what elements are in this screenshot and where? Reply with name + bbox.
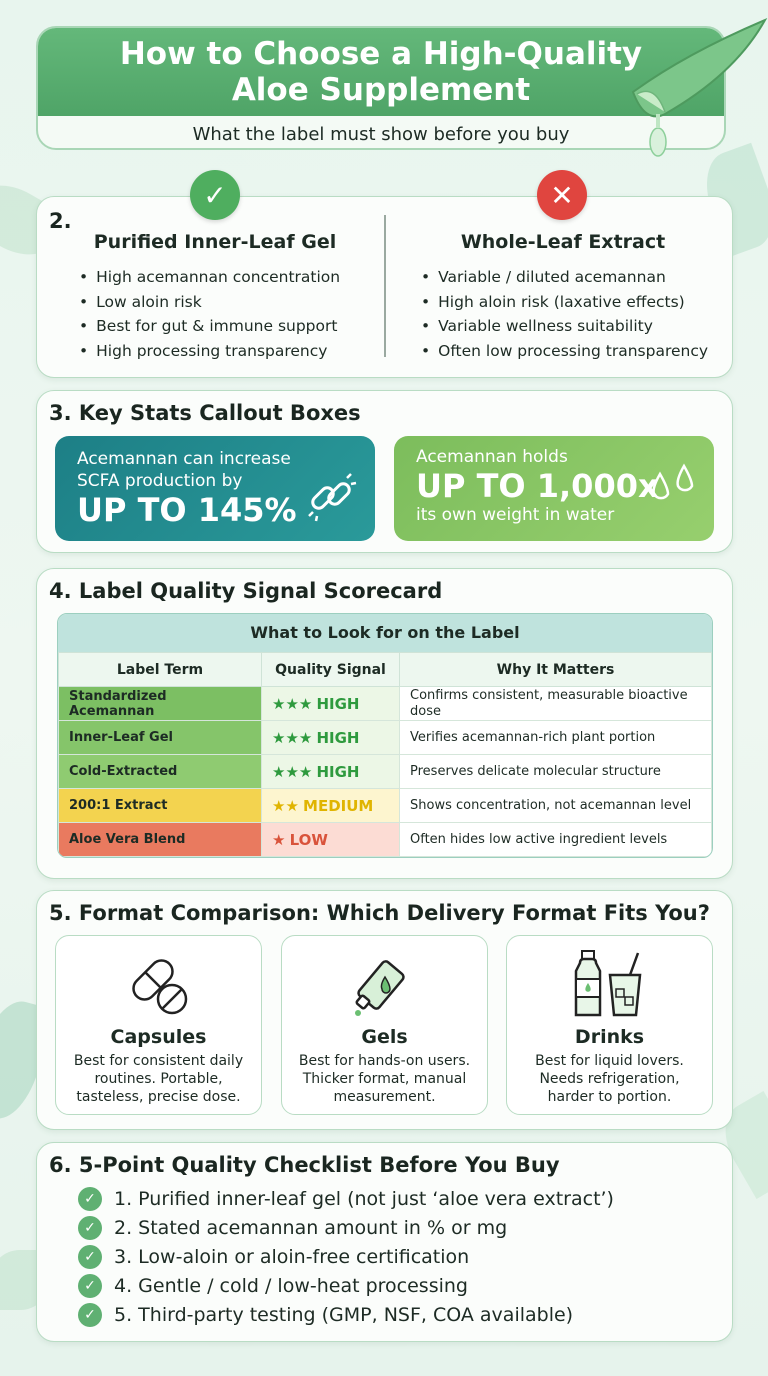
signal-label: HIGH xyxy=(316,728,360,747)
checklist-text: 1. Purified inner-leaf gel (not just ‘aloe vera extract’) xyxy=(114,1188,614,1210)
stat-value: UP TO 1,000x xyxy=(416,467,659,505)
format-description: Best for consistent daily routines. Portable, tasteless, precise dose. xyxy=(73,1053,244,1105)
table-title: What to Look for on the Label xyxy=(58,614,712,652)
format-name: Drinks xyxy=(574,1026,645,1048)
checkmark-icon: ✓ xyxy=(78,1303,102,1327)
quality-signal xyxy=(262,755,400,789)
section-title: 6. 5-Point Quality Checklist Before You Buy xyxy=(49,1153,560,1177)
checklist-item xyxy=(78,1245,469,1269)
signal-label: HIGH xyxy=(316,762,360,781)
checklist-item xyxy=(78,1303,573,1327)
format-description: Best for liquid lovers. Needs refrigeration, harder to portion. xyxy=(535,1053,684,1105)
checklist-item xyxy=(78,1216,507,1240)
stat-text: its own weight in water xyxy=(416,505,615,525)
checklist-text: 2. Stated acemannan amount in % or mg xyxy=(114,1217,508,1239)
signal-label: HIGH xyxy=(316,694,360,713)
comparison-card xyxy=(36,196,733,378)
page-subtitle: What the label must show before you buy xyxy=(192,124,570,145)
checklist-text: 3. Low-aloin or aloin-free certification xyxy=(114,1246,470,1268)
link-chain-icon xyxy=(307,472,357,522)
table-row xyxy=(59,721,712,755)
section-number: 2. xyxy=(49,209,72,233)
list-item: • High aloin risk (laxative effects) xyxy=(421,290,708,315)
stat-value: UP TO 145% xyxy=(77,491,297,529)
list-item: • Variable / diluted acemannan xyxy=(421,265,708,290)
list-item: • Often low processing transparency xyxy=(421,339,708,364)
checkmark-icon: ✓ xyxy=(78,1245,102,1269)
label-term: Standardized Acemannan xyxy=(59,687,262,721)
table-header-row xyxy=(59,653,712,687)
signal-label: MEDIUM xyxy=(303,796,374,815)
why-it-matters: Preserves delicate molecular structure xyxy=(400,755,712,789)
key-stats-card xyxy=(36,390,733,553)
quality-signal xyxy=(262,721,400,755)
label-term: Aloe Vera Blend xyxy=(59,823,262,857)
capsule-icon xyxy=(56,946,261,1022)
checkmark-icon: ✓ xyxy=(190,170,240,220)
why-it-matters: Confirms consistent, measurable bioactive dose xyxy=(400,687,712,721)
good-column-title: Purified Inner-Leaf Gel xyxy=(93,231,337,253)
gel-tube-icon xyxy=(282,946,487,1022)
section-title: 4. Label Quality Signal Scorecard xyxy=(49,579,443,603)
quality-signal xyxy=(262,687,400,721)
column-header: Label Term xyxy=(59,653,262,687)
bad-list xyxy=(421,265,708,363)
list-item: • Best for gut & immune support xyxy=(79,314,340,339)
table-row xyxy=(59,789,712,823)
checkmark-icon: ✓ xyxy=(78,1216,102,1240)
section-title: 3. Key Stats Callout Boxes xyxy=(49,401,361,425)
stat-box-scfa xyxy=(55,436,375,541)
checklist-item xyxy=(78,1187,614,1211)
checkmark-icon: ✓ xyxy=(78,1274,102,1298)
list-item: • High processing transparency xyxy=(79,339,340,364)
scorecard-card xyxy=(36,568,733,879)
why-it-matters: Often hides low active ingredient levels xyxy=(400,823,712,857)
quality-signal xyxy=(262,823,400,857)
why-it-matters: Shows concentration, not acemannan level xyxy=(400,789,712,823)
table-row xyxy=(59,755,712,789)
list-item: • High acemannan concentration xyxy=(79,265,340,290)
checkmark-icon: ✓ xyxy=(78,1187,102,1211)
signal-label: LOW xyxy=(289,830,328,849)
format-comparison-card xyxy=(36,890,733,1130)
table-row xyxy=(59,823,712,857)
quality-signal xyxy=(262,789,400,823)
format-card-capsules xyxy=(55,935,262,1115)
why-it-matters: Verifies acemannan-rich plant portion xyxy=(400,721,712,755)
close-icon: ✕ xyxy=(537,170,587,220)
column-divider xyxy=(384,215,386,357)
format-card-gels xyxy=(281,935,488,1115)
star-rating: ★★★ xyxy=(272,694,313,713)
format-name: Capsules xyxy=(110,1026,207,1048)
list-item: • Variable wellness suitability xyxy=(421,314,708,339)
header-title-box xyxy=(38,28,724,116)
column-header: Quality Signal xyxy=(262,653,400,687)
stat-text: SCFA production by xyxy=(77,471,243,491)
water-drops-icon xyxy=(646,458,700,512)
header-banner xyxy=(36,26,726,150)
checklist-text: 4. Gentle / cold / low-heat processing xyxy=(114,1275,468,1297)
list-item: • Low aloin risk xyxy=(79,290,340,315)
star-rating: ★ xyxy=(272,830,286,849)
page-title-line2: Aloe Supplement xyxy=(231,72,531,108)
star-rating: ★★★ xyxy=(272,728,313,747)
column-header: Why It Matters xyxy=(400,653,712,687)
stat-box-water xyxy=(394,436,714,541)
bottle-glass-icon xyxy=(507,946,712,1022)
aloe-leaf-icon xyxy=(625,14,768,170)
format-description: Best for hands-on users. Thicker format, manual measurement. xyxy=(298,1053,471,1105)
format-card-drinks xyxy=(506,935,713,1115)
checklist-item xyxy=(78,1274,468,1298)
label-term: Cold-Extracted xyxy=(59,755,262,789)
scorecard-table xyxy=(57,613,713,858)
label-term: Inner-Leaf Gel xyxy=(59,721,262,755)
format-name: Gels xyxy=(361,1026,408,1048)
bad-column-title: Whole-Leaf Extract xyxy=(460,231,666,253)
stat-text: Acemannan holds xyxy=(416,447,568,467)
checklist-text: 5. Third-party testing (GMP, NSF, COA available) xyxy=(114,1304,574,1326)
good-list xyxy=(79,265,340,363)
star-rating: ★★★ xyxy=(272,762,313,781)
stat-text: Acemannan can increase xyxy=(77,449,291,469)
star-rating: ★★ xyxy=(272,796,299,815)
page-title-line1: How to Choose a High-Quality xyxy=(119,36,643,72)
section-title: 5. Format Comparison: Which Delivery Format Fits You? xyxy=(49,901,710,925)
table-row xyxy=(59,687,712,721)
label-term: 200:1 Extract xyxy=(59,789,262,823)
